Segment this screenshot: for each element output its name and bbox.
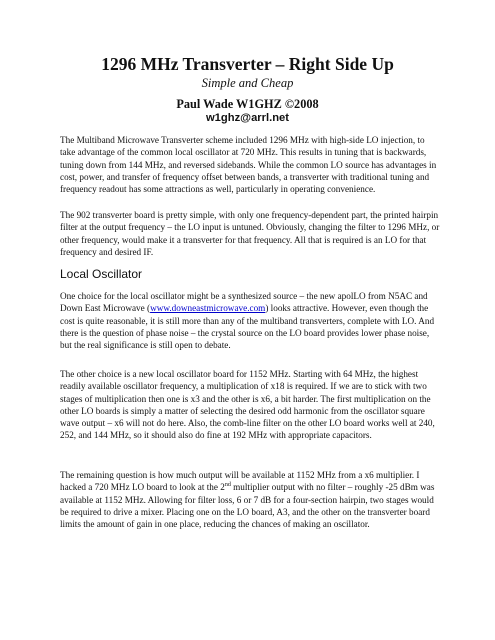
document-subtitle: Simple and Cheap — [201, 76, 294, 90]
lo-paragraph-1-text-a: One choice for the local oscillator might be a synthesized source – the new apolLO from N5AC and Down East Microwave ( — [60, 291, 428, 314]
lo-paragraph-1-text-b: ) looks attractive. However, even though the cost is quite reasonable, it is still more than any of the multiband transverters, complete with LO. And there is the question of phase noise – the crystal source on the LO board provides lower phase noise, but the real significance is still open to debate. — [60, 303, 435, 350]
lo-paragraph-1 — [60, 290, 440, 351]
author-email: w1ghz@arrl.net — [205, 112, 290, 124]
downeast-microwave-link[interactable]: www.downeastmicrowave.com — [150, 303, 266, 314]
lo-paragraph-2: The other choice is a new local oscillator board for 1152 MHz. Starting with 64 MHz, the highest readily available oscillator frequency, a multiplication of x18 is required. If we are to stick with two stages of multiplication then one is x3 and the other is x6, a bit harder. The first multiplication on the other LO boards is simply a matter of selecting the desired odd harmonic from the oscillator square wave output – x6 will not do here. Also, the comb-line filter on the other LO board works well at 240, 252, and 144 MHz, so it should also do fine at 192 MHz with appropriate capacitors. — [60, 369, 435, 441]
author-line: Paul Wade W1GHZ ©2008 — [176, 97, 319, 111]
lo-paragraph-3 — [60, 469, 440, 530]
intro-paragraph-2: The 902 transverter board is pretty simple, with only one frequency-dependent part, the printed hairpin filter at the output frequency – the LO input is untuned. Obviously, changing the filter to 1296 MHz, or other frequency, would make it a transverter for that frequency. All that is required is an LO for that frequency and desired IF. — [60, 210, 440, 257]
ordinal-superscript: nd — [224, 482, 231, 489]
lo-paragraph-3-text-a: The remaining question is how much output will be available at 1152 MHz from a x6 multiplier. I hacked a 720 MHz LO board to look at the 2 — [60, 470, 420, 493]
section-heading-local-oscillator: Local Oscillator — [60, 267, 143, 281]
document-title: 1296 MHz Transverter – Right Side Up — [101, 54, 394, 74]
intro-paragraph-1: The Multiband Microwave Transverter scheme included 1296 MHz with high-side LO injection, to take advantage of the common local oscillator at 720 MHz. This results in tuning that is backwards, tuning down from 144 MHz, and reversed sidebands. While the common LO source has advantages in cost, power, and transfer of frequency offset between bands, a transverter with traditional tuning and frequency readout has some attractions as well, particularly in operating convenience. — [60, 135, 437, 194]
lo-paragraph-3-text-b: multiplier output with no filter – roughly -25 dBm was available at 1152 MHz. Allowing for filter loss, 6 or 7 dB for a four-section hairpin, two stages would be required to drive a mixer. Placing one on the LO board, A3, and the other on the transverter board limits the amount of gain in one place, reducing the chances of making an oscillator. — [60, 482, 435, 529]
